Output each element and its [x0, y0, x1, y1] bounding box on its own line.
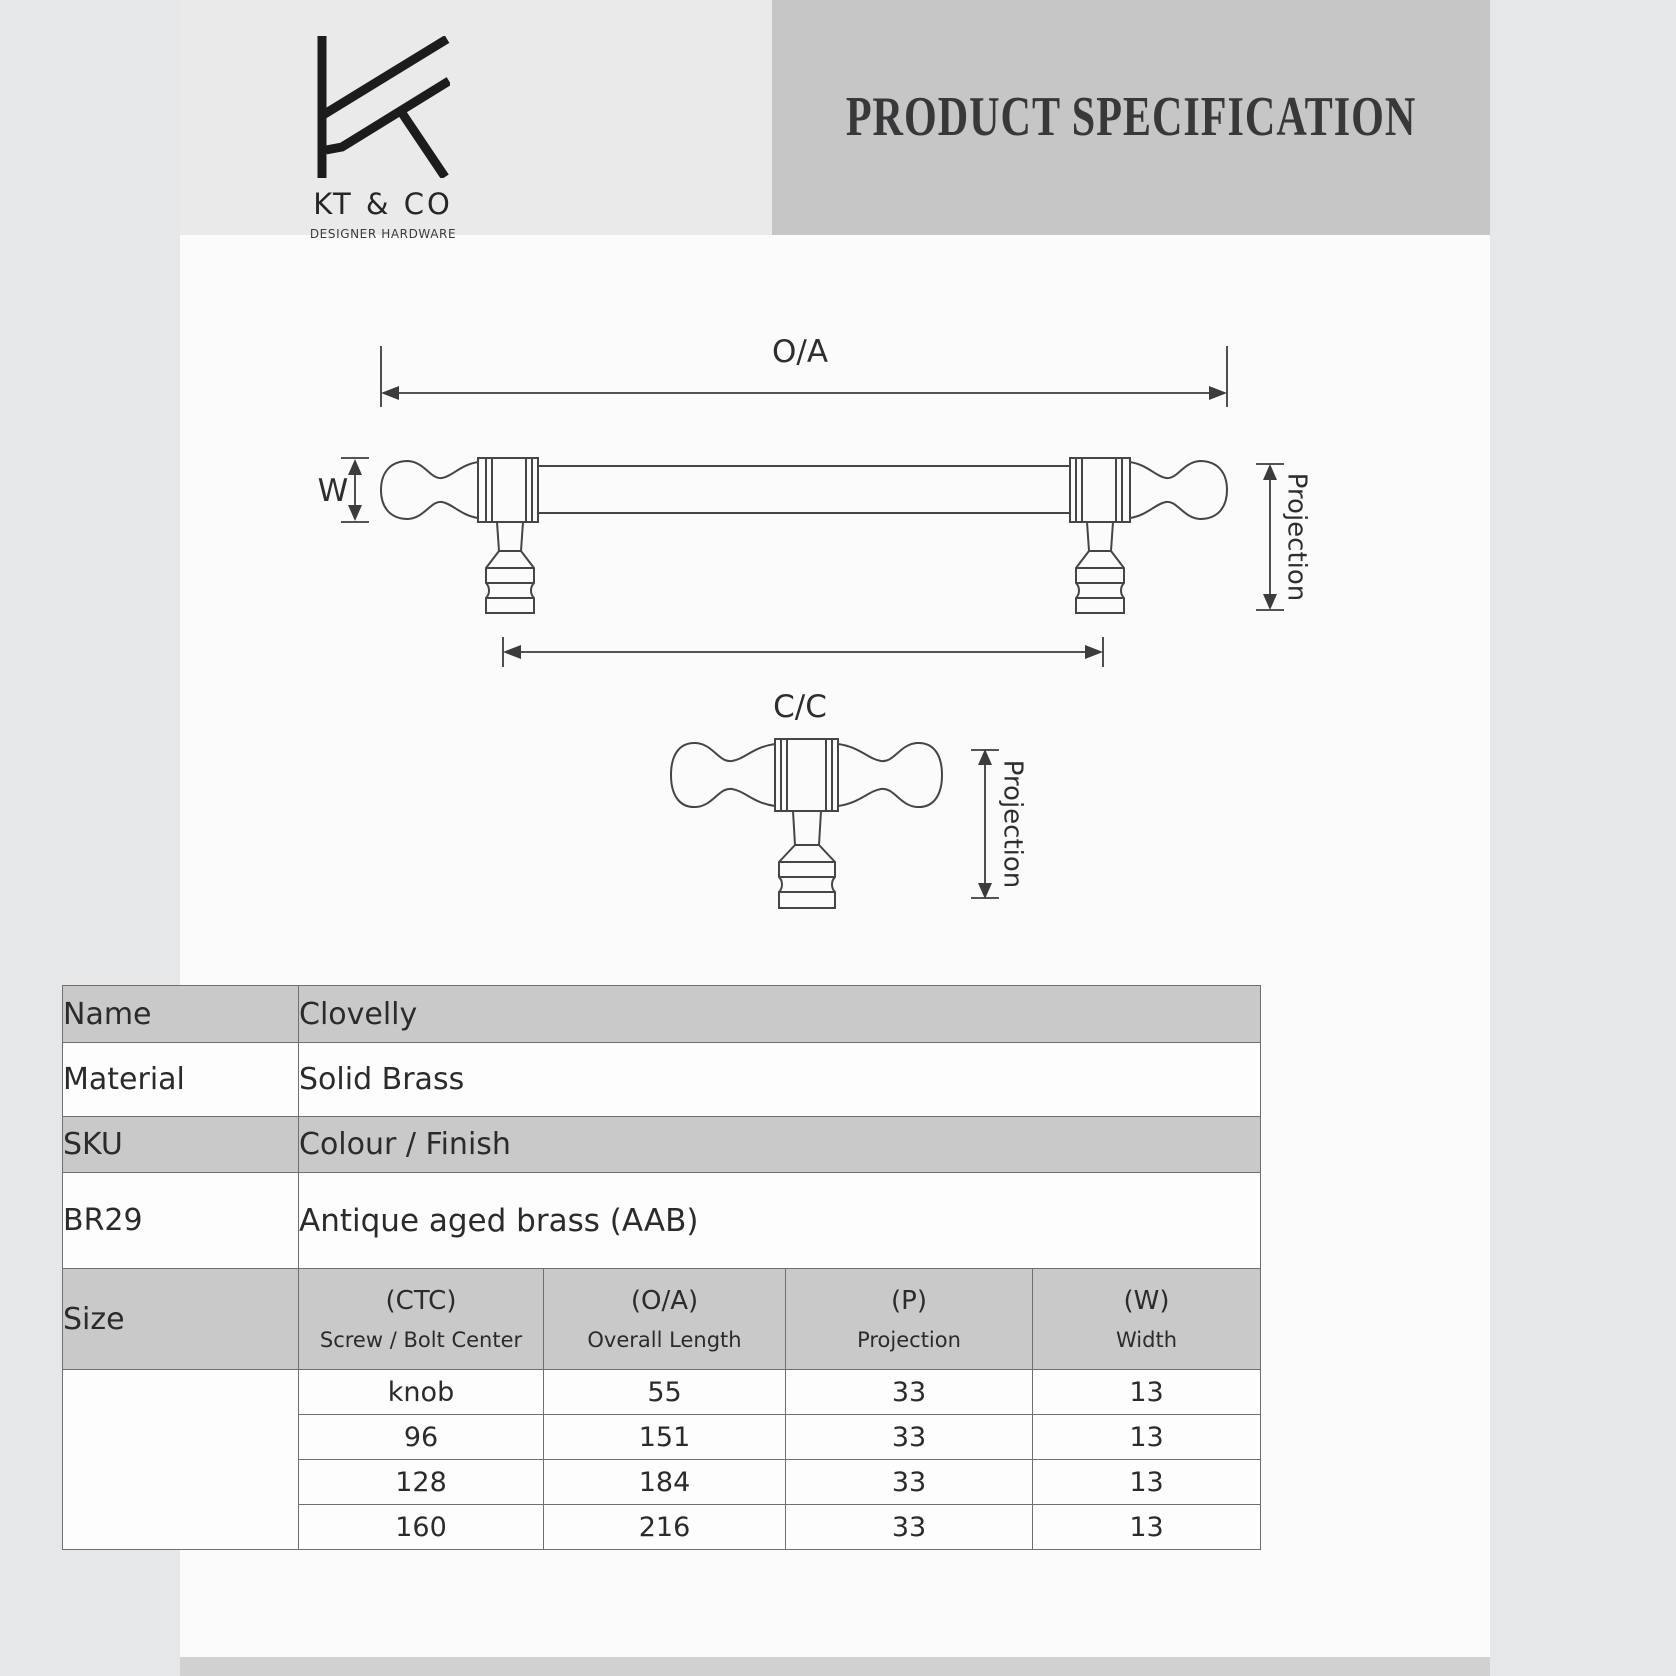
cell-p: 33	[786, 1505, 1033, 1550]
br29-label: BR29	[63, 1173, 299, 1269]
p-name: Projection	[857, 1327, 961, 1352]
width-label: W	[317, 473, 349, 509]
cell-oa: 184	[544, 1460, 786, 1505]
col-header-oa	[544, 1269, 786, 1370]
cell-w: 13	[1033, 1370, 1261, 1415]
cell-p: 33	[786, 1370, 1033, 1415]
cell-ctc: 160	[299, 1505, 544, 1550]
cell-w: 13	[1033, 1460, 1261, 1505]
size-label: Size	[63, 1269, 299, 1370]
col-header-ctc	[299, 1269, 544, 1370]
spec-table	[62, 985, 1261, 1550]
size-merged-cell	[63, 1370, 299, 1550]
oa-name: Overall Length	[587, 1327, 742, 1352]
page-title: PRODUCT SPECIFICATION	[845, 86, 1417, 149]
cell-w: 13	[1033, 1505, 1261, 1550]
table-row-material	[63, 1043, 1261, 1117]
name-label: Name	[63, 986, 299, 1043]
oa-code: (O/A)	[630, 1285, 699, 1316]
brand-name: KT & CO	[313, 187, 453, 221]
knob-projection-label: Projection	[997, 759, 1028, 889]
col-header-w	[1033, 1269, 1261, 1370]
brand-tagline: DESIGNER HARDWARE	[309, 227, 457, 241]
cell-ctc: 128	[299, 1460, 544, 1505]
table-row-sku	[63, 1117, 1261, 1173]
w-name: Width	[1116, 1327, 1178, 1352]
table-row-br29	[63, 1173, 1261, 1269]
cell-w: 13	[1033, 1415, 1261, 1460]
table-row-size-header	[63, 1269, 1261, 1370]
cell-p: 33	[786, 1460, 1033, 1505]
cell-ctc: 96	[299, 1415, 544, 1460]
ctc-code: (CTC)	[385, 1285, 457, 1316]
brand-monogram-icon	[316, 36, 450, 178]
overall-length-label: O/A	[771, 334, 829, 370]
p-code: (P)	[891, 1285, 927, 1316]
brand-header-block	[180, 0, 772, 241]
ctc-name: Screw / Bolt Center	[319, 1327, 523, 1352]
brand-logo	[308, 36, 458, 241]
center-to-center-label: C/C	[773, 689, 827, 725]
br29-value: Antique aged brass (AAB)	[299, 1173, 1261, 1269]
sku-value: Colour / Finish	[299, 1117, 1261, 1173]
size-row-knob	[63, 1370, 1261, 1415]
cell-oa: 216	[544, 1505, 786, 1550]
pull-projection-label: Projection	[1281, 472, 1312, 602]
col-header-p	[786, 1269, 1033, 1370]
cell-ctc: knob	[299, 1370, 544, 1415]
sku-label: SKU	[63, 1117, 299, 1173]
table-row-name	[63, 986, 1261, 1043]
cell-oa: 55	[544, 1370, 786, 1415]
name-value: Clovelly	[299, 986, 1261, 1043]
footer-bar	[180, 1657, 1490, 1676]
material-label: Material	[63, 1043, 299, 1117]
cell-oa: 151	[544, 1415, 786, 1460]
title-banner	[772, 0, 1490, 235]
w-code: (W)	[1123, 1285, 1170, 1316]
cell-p: 33	[786, 1415, 1033, 1460]
material-value: Solid Brass	[299, 1043, 1261, 1117]
